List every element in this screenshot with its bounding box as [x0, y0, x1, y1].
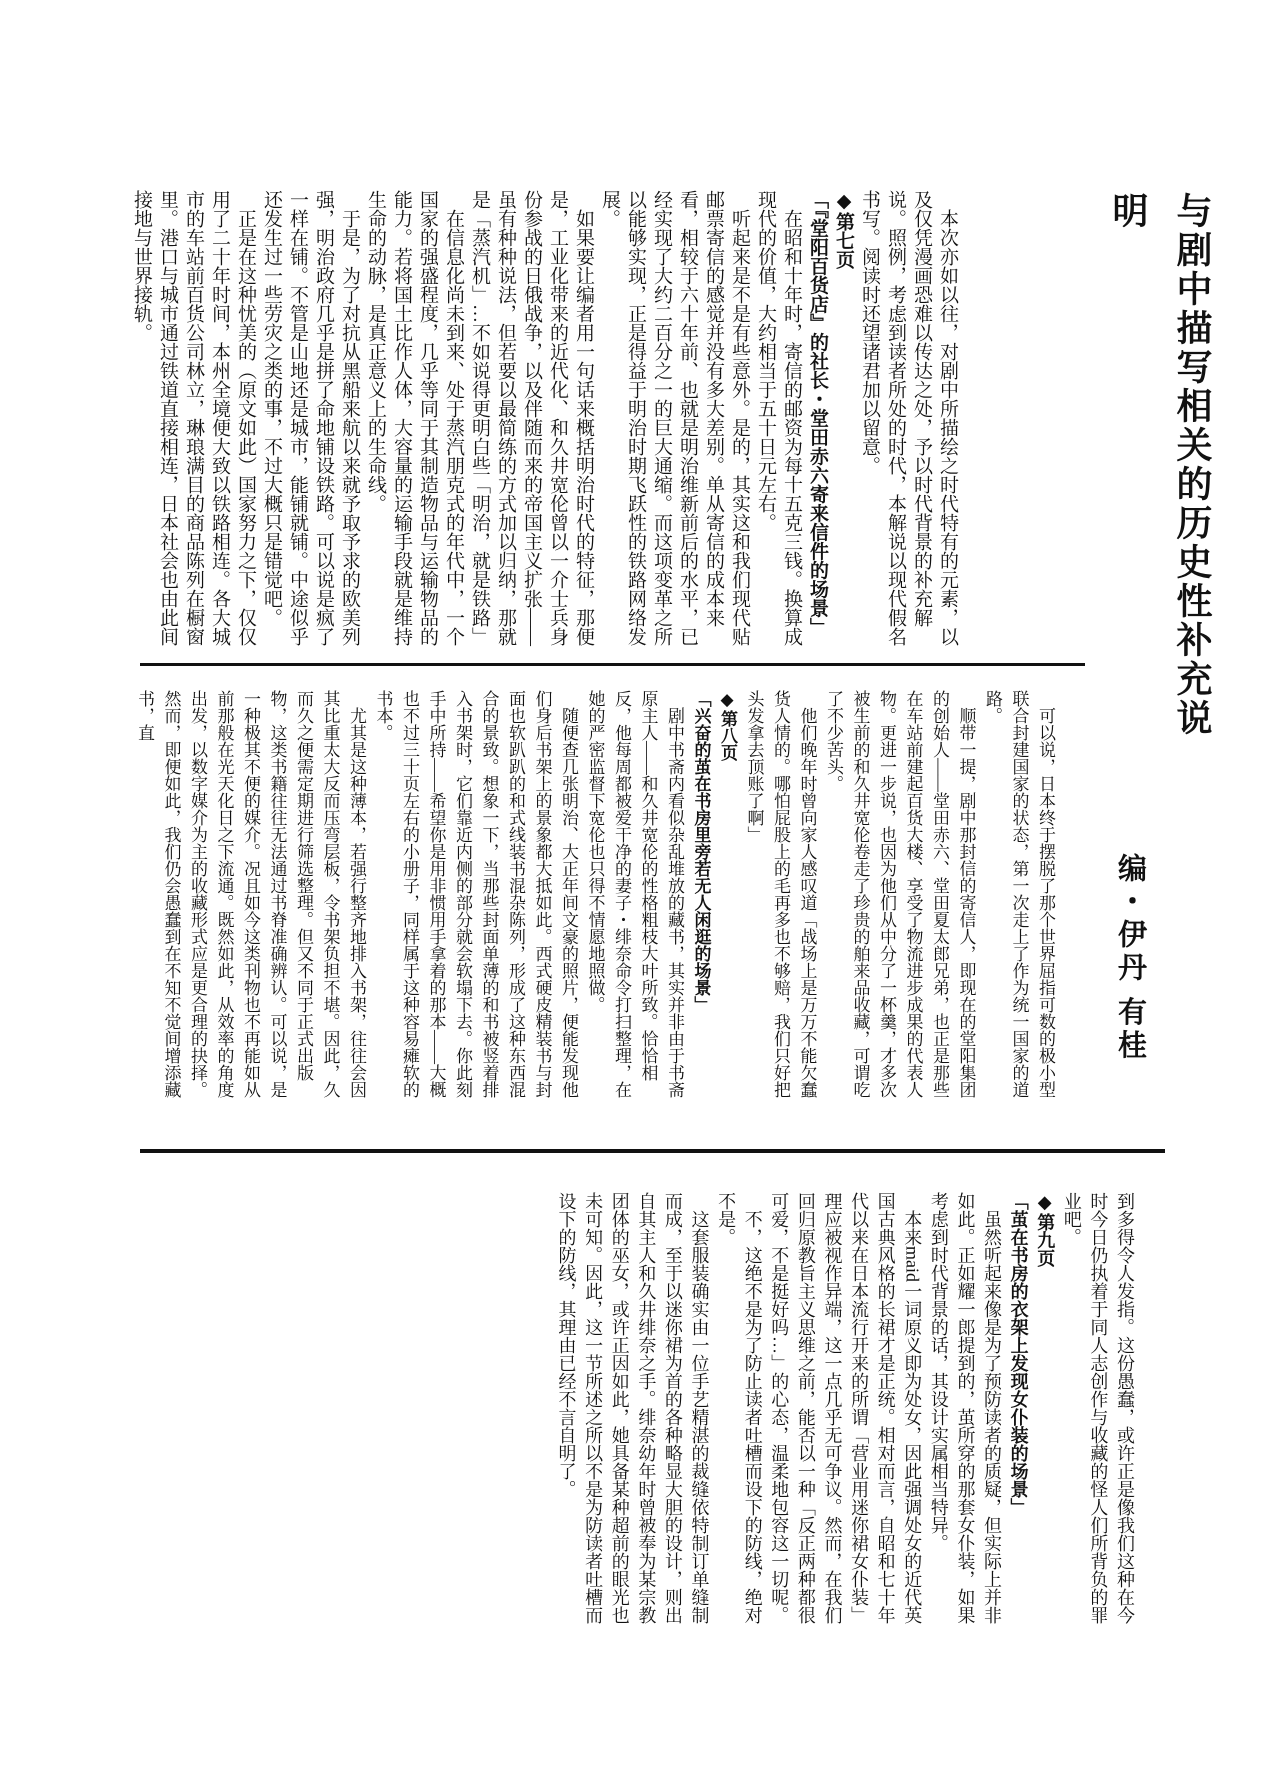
intro-paragraph: 本次亦如以往，对剧中所描绘之时代特有的元素，以及仅凭漫画恐难以传达之处，予以时代背景的补充解说。照例，考虑到读者所处的时代，本解说以现代假名书写。阅读时还望诸君加以留意。: [859, 190, 958, 646]
page8-heading: [714, 690, 741, 1102]
body-paragraph: 在昭和十年时，寄信的邮资为每十五克三钱。换算成现代的价值，大约相当于五十日元左右。: [755, 190, 802, 646]
page9-heading: [1032, 1192, 1059, 1632]
body-paragraph: 这套服装确实由一位手艺精湛的裁缝依特制订单缝制而成，至于以迷你裙为首的各种略显大胆的设计，则出自其主人和久井绯奈之手。绯奈幼年时曾被奉为某宗教团体的巫女，或许正因如此，她具备某种超前的眼光也未可知。因此，这一节所述之所以不是为防读者吐槽而设下的防线，其理由已经不言自明了。: [556, 1192, 710, 1624]
body-paragraph: 在信息化尚未到来、处于蒸汽朋克式的年代中，一个国家的强盛程度，几乎等同于其制造物品与运输物品的能力。若将国土比作人体，大容量的运输手段就是维持生命的动脉，是真正意义上的生命线。: [365, 190, 464, 646]
body-paragraph: 如果要让编者用一句话来概括明治时代的特征，那便是，工业化带来的近代化、和久井宽伦曾以一介士兵身份参战的日俄战争，以及伴随而来的帝国主义扩张——虽有种种说法，但若要以最简练的方式加以归纳，那就是「蒸汽机」…不如说得更明白些「明治，就是铁路」: [469, 190, 594, 646]
body-paragraph: 听起来是不是有些意外。是的，其实这和我们现代贴邮票寄信的感觉并没有多大差别。单从寄信的成本来看，相较于六十年前、也就是明治维新前后的水平，已经实现了大约二百分之一的巨大通缩。而这项变革之所以能够实现，正是得益于明治时期飞跃性的铁路网络发展。: [599, 190, 750, 646]
page8-scene-title: 「兴奋的茧在书房里旁若无人闲逛的场景」: [691, 690, 711, 1013]
page-author: 编・伊丹 有桂: [1114, 853, 1146, 1063]
section-divider: [140, 663, 1085, 666]
section-page7: [128, 190, 960, 655]
body-paragraph: 随便查几张明治、大正年间文豪的照片，便能发现他们身后书架上的景象都大抵如此。西式硬皮精装书与封面也软趴趴的和式线装书混杂陈列，形成了这种东西混合的景致。想象一下，当那些封面单薄的和书被竖着排入书架时，它们靠近内侧的部分就会软塌下去。你此刻手中所持——希望你是用非惯用手拿着的那本——大概也不过三十页左右的小册子，同样属于这种容易瘫软的书本。: [373, 690, 578, 1098]
body-paragraph: 剧中书斋内看似杂乱堆放的藏书，其实并非由于书斋原主人——和久井宽伦的性格粗枝大叶所致。恰恰相反，他每周都被爱干净的妻子・绯奈命令打扫整理，在她的严密监督下宽伦也只得不情愿地照做。: [585, 690, 684, 1098]
body-paragraph: 尤其是这种薄本，若强行整齐地排入书架，往往会因其比重太大反而压弯层板，令书架负担不堪。因此，久而久之便需定期进行筛选整理。但又不同于正式出版物，这类书籍往往无法通过书脊准确辨认。可以说，是一种极其不便的媒介。况且如今这类刊物也不再能如从前那般在光天化日之下流通。既然如此，从效率的角度出发，以数字媒介为主的收藏形式应是更合理的抉择。然而，即便如此，我们仍会愚蠢到在不知不觉间增添藏书，直: [135, 690, 366, 1098]
body-paragraph: 本来maid一词原义即为处女，因此强调处女的近代英国古典风格的长裙才是正统。相对而言，自昭和七十年代以来在日本流行开来的所谓「营业用迷你裙女仆装」理应被视作异端，这一点几乎无可争议。然而，在我们回归原教旨主义思维之前，能否以一种「反正两种都很可爱，不是挺好吗…」的心态，温柔地包容这一切呢。: [769, 1192, 923, 1624]
section-page9: [523, 1192, 1138, 1632]
body-paragraph: 正是在这种忧美的（原文如此）国家努力之下，仅仅用了二十年时间，本州全境便大致以铁路相连。各大城市的车站前百货公司林立，琳琅满目的商品陈列在橱窗里。港口与城市通过铁道直接相连，日本社会也由此间接地与世界接轨。: [131, 190, 256, 646]
page9-scene-title: 「茧在书房的衣架上发现女仆装的场景」: [1008, 1192, 1029, 1516]
section-divider: [140, 1149, 1165, 1153]
continuation-paragraph: 到多得令人发指。这份愚蠢，或许正是像我们这种在今时今日仍执着于同人志创作与收藏的怪人们所背负的罪业吧。: [1061, 1192, 1135, 1624]
diamond-bullet-icon: ◆第七页: [833, 190, 854, 269]
diamond-bullet-icon: ◆第九页: [1035, 1192, 1056, 1267]
body-paragraph: 他们晚年时曾向家人感叹道「战场上是万万不能欠蠢货人情的。哪怕屁股上的毛再多也不够赔，我们只好把头发拿去顶账了啊」: [744, 690, 817, 1098]
section-page8: [128, 690, 1058, 1102]
body-paragraph: 于是，为了对抗从黑船来航以来就予取予求的欧美列强，明治政府几乎是拼了命地铺设铁路。可以说是疯了一样在铺。不管是山地还是城市，能铺就铺。中途似乎还发生过一些劳灾之类的事，不过大概只是错觉吧。: [261, 190, 360, 646]
page7-heading: [830, 190, 856, 655]
page-title: 与剧中描写相关的历史性补充说明: [1108, 192, 1212, 738]
body-paragraph: 虽然听起来像是为了预防读者的质疑，但实际上并非如此。正如耀一郎提到的，茧所穿的那套女仆装，如果考虑到时代背景的话，其设计实属相当特异。: [928, 1192, 1003, 1624]
body-paragraph: 可以说，日本终于摆脱了那个世界屈指可数的极小型联合封建国家的状态，第一次走上了作为统一国家的道路。: [983, 690, 1055, 1098]
page7-scene-title: 「『堂阳百货店』的社长・堂田赤六寄来信件的场景」: [807, 190, 828, 637]
body-paragraph: 不，这绝不是为了防止读者吐槽而设下的防线，绝对不是。: [716, 1192, 763, 1624]
body-paragraph: 顺带一提，剧中那封信的寄信人，即现在的堂阳集团的创始人——堂田赤六、堂田夏太郎兄弟，也正是那些在车站前建起百货大楼、享受了物流进步成果的代表人物。更进一步说，也因为他们从中分了一杯羹，才多次被生前的和久井宽伦卷走了珍贵的舶来品收藏，可谓吃了不少苦头。: [824, 690, 976, 1098]
diamond-bullet-icon: ◆第八页: [718, 690, 737, 761]
